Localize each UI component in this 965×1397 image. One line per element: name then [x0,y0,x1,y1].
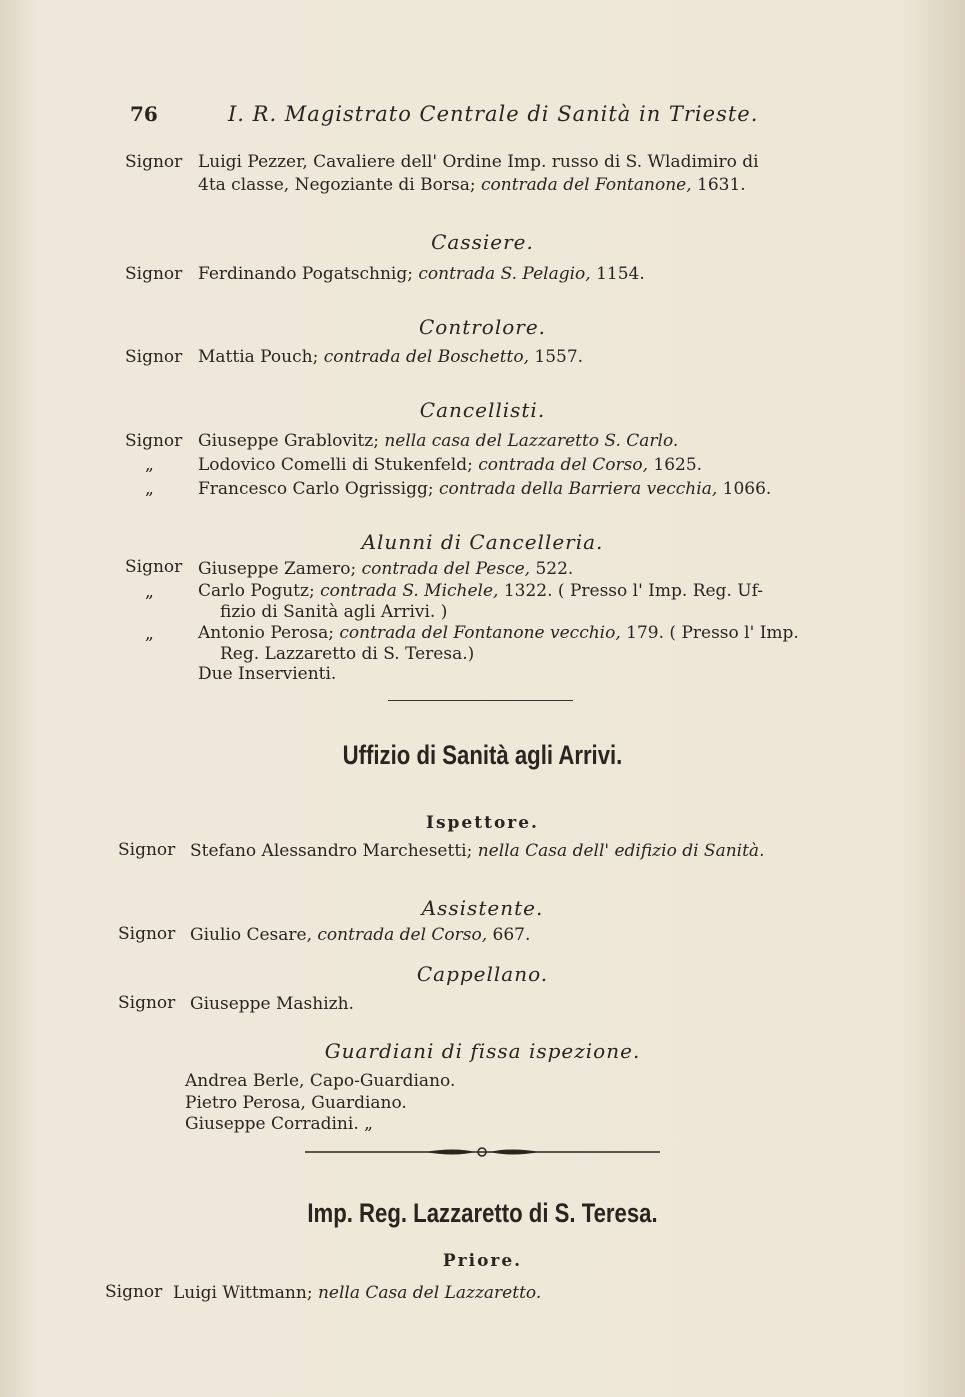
entry-continuation: fizio di Sanità agli Arrivi. ) [220,602,448,622]
entry-line: Francesco Carlo Ogrissigg; contrada della Barriera vecchia, 1066. [198,479,772,499]
entry-line: Stefano Alessandro Marchesetti; nella Casa dell' edifizio di Sanità. [190,841,765,861]
section-heading: Alunni di Cancelleria. [361,530,604,554]
ditto-mark: „ [145,479,154,499]
entry-line: Ferdinando Pogatschnig; contrada S. Pelagio, 1154. [198,264,645,284]
entry-line: Antonio Perosa; contrada del Fontanone vecchio, 179. ( Presso l' Imp. [198,623,799,643]
entry-label: Signor [125,557,183,577]
entry-line: Giuseppe Grablovitz; nella casa del Lazzaretto S. Carlo. [198,431,679,451]
entry-line: Lodovico Comelli di Stukenfeld; contrada del Corso, 1625. [198,455,703,475]
section-heading: Priore. [442,1251,523,1271]
entry-label: Signor [118,924,176,944]
entry-line: Giuseppe Zamero; contrada del Pesce, 522. [198,559,574,579]
entry-label: Signor [118,840,176,860]
entry-line: Giuseppe Mashizh. [190,994,354,1014]
entry-line: Mattia Pouch; contrada del Boschetto, 1557. [198,347,584,367]
section-heading: Assistente. [421,896,544,920]
section-heading: Ispettore. [426,813,539,833]
entry-label: Signor [125,431,183,451]
ditto-mark: „ [145,624,154,644]
ditto-mark: „ [145,455,154,475]
entry-line: Due Inservienti. [198,664,337,684]
ditto-mark: „ [145,582,154,602]
entry-label: Signor [125,347,183,367]
office-title: Imp. Reg. Lazzaretto di S. Teresa. [307,1198,658,1228]
entry-line: 4ta classe, Negoziante di Borsa; contrada del Fontanone, 1631. [198,175,746,195]
entry-label: Signor [125,264,183,284]
page-number: 76 [130,102,158,126]
office-title: Uffizio di Sanità agli Arrivi. [342,740,623,770]
entry-label: Signor [105,1282,163,1302]
entry-continuation: Reg. Lazzaretto di S. Teresa.) [220,644,475,664]
entry-line: Giulio Cesare, contrada del Corso, 667. [190,925,531,945]
running-title: I. R. Magistrato Centrale di Sanità in Trieste. [228,102,759,126]
entry-line: Carlo Pogutz; contrada S. Michele, 1322. ( Presso l' Imp. Reg. Uf- [198,581,764,601]
entry-label: Signor [118,993,176,1013]
ornamental-divider [305,1144,660,1160]
section-heading: Cancellisti. [419,398,546,422]
guardian-line: Giuseppe Corradini. „ [185,1114,373,1134]
guardian-line: Andrea Berle, Capo-Guardiano. [185,1071,456,1091]
entry-line: Luigi Wittmann; nella Casa del Lazzaretto. [173,1283,542,1303]
section-divider [388,700,573,701]
section-heading: Cassiere. [431,230,534,254]
entry-label: Signor [125,152,183,172]
entry-line: Luigi Pezzer, Cavaliere dell' Ordine Imp. russo di S. Wladimiro di [198,152,759,172]
section-heading: Cappellano. [416,962,549,986]
section-heading: Guardiani di fissa ispezione. [324,1039,641,1063]
guardian-line: Pietro Perosa, Guardiano. [185,1093,407,1113]
section-heading: Controlore. [418,315,547,339]
